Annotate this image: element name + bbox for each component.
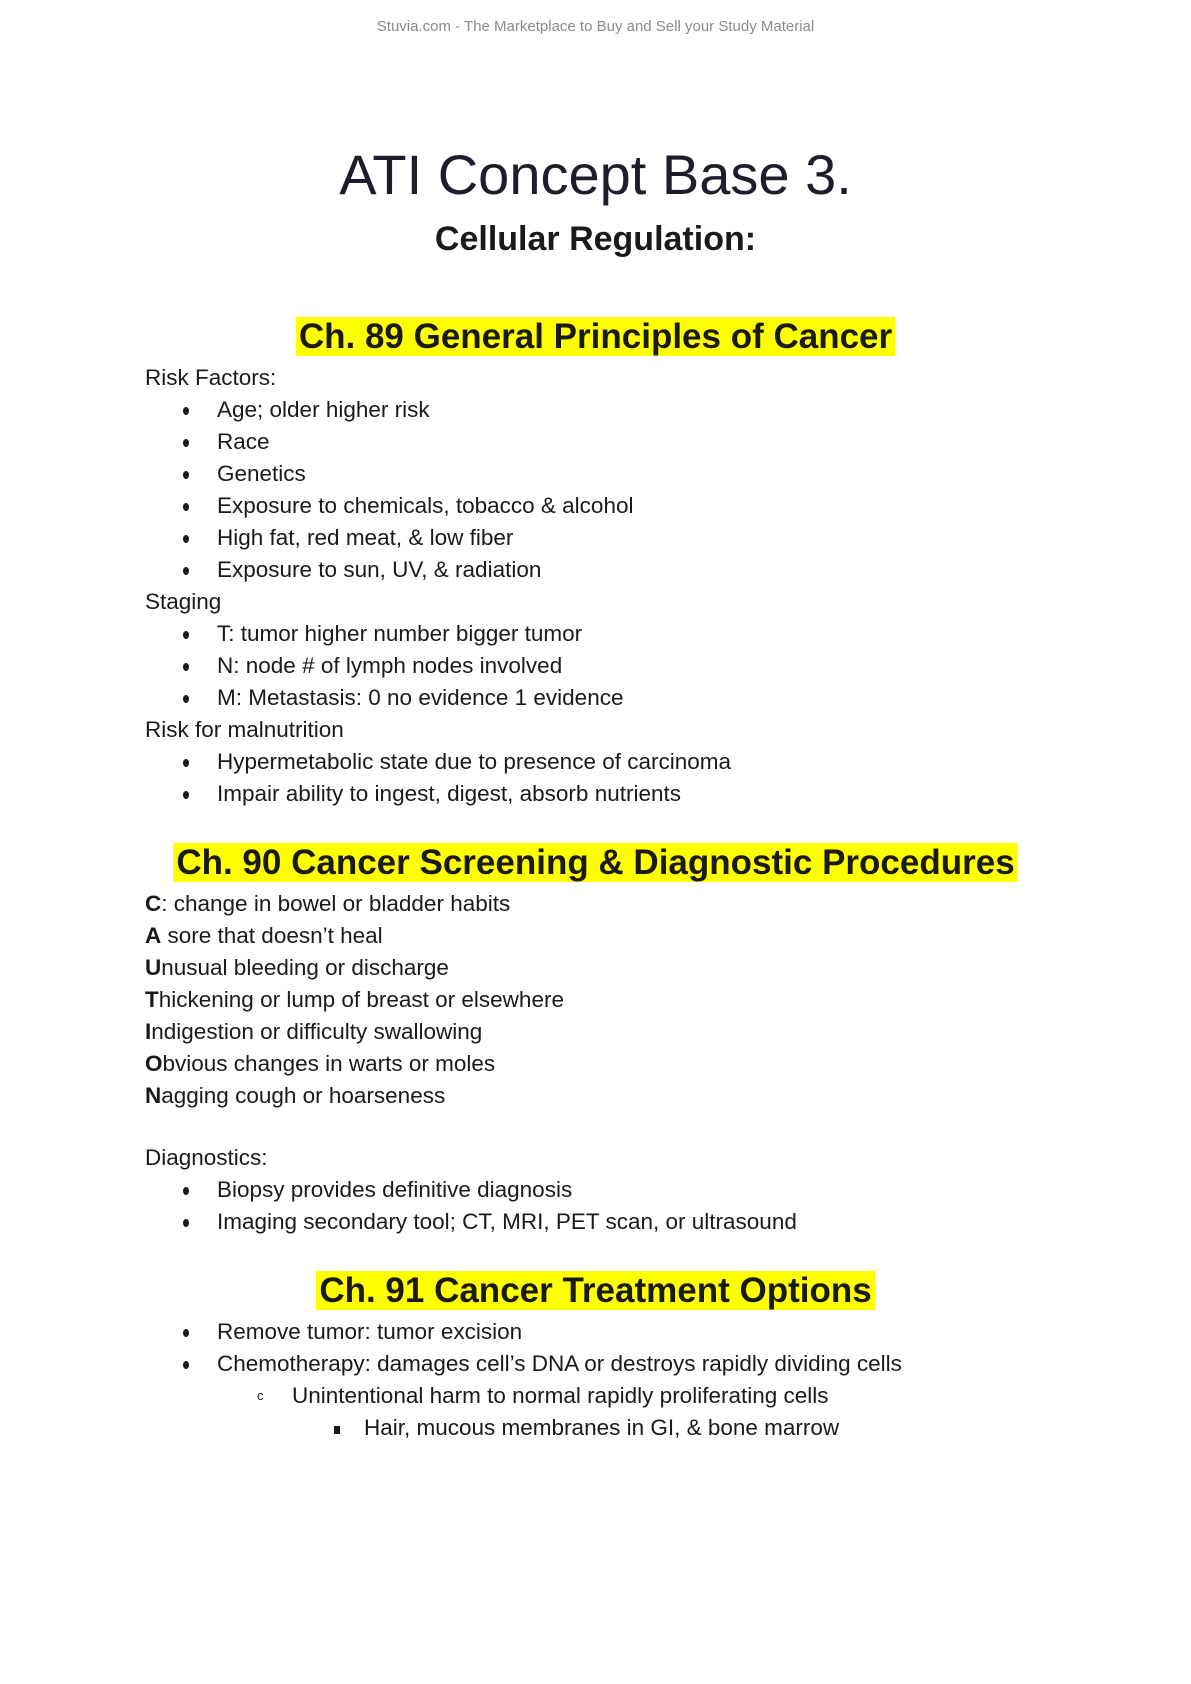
caution-line: Obvious changes in warts or moles xyxy=(145,1051,496,1076)
bullet-icon xyxy=(183,1361,189,1369)
document-subtitle: Cellular Regulation: xyxy=(434,220,757,258)
malnutrition-label: Risk for malnutrition xyxy=(145,717,344,742)
caution-line: Unusual bleeding or discharge xyxy=(145,955,449,980)
list-item: Race xyxy=(145,426,1145,458)
chapter-90-heading xyxy=(0,840,1191,886)
bullet-icon xyxy=(183,439,189,447)
list-item: Genetics xyxy=(145,458,1145,490)
list-item: M: Metastasis: 0 no evidence 1 evidence xyxy=(145,682,1145,714)
bullet-icon xyxy=(183,567,189,575)
list-item: T: tumor higher number bigger tumor xyxy=(145,618,1145,650)
chapter-89-heading-text: Ch. 89 General Principles of Cancer xyxy=(296,317,895,356)
bullet-icon xyxy=(183,791,189,799)
risk-factors-label: Risk Factors: xyxy=(145,365,277,390)
list-item: High fat, red meat, & low fiber xyxy=(145,522,1145,554)
list-item: Impair ability to ingest, digest, absorb nutrients xyxy=(145,778,1145,810)
chapter-91-heading-text: Ch. 91 Cancer Treatment Options xyxy=(316,1271,874,1310)
list-item: Exposure to sun, UV, & radiation xyxy=(145,554,1145,586)
bullet-icon xyxy=(183,407,189,415)
list-item: N: node # of lymph nodes involved xyxy=(145,650,1145,682)
caution-line: Thickening or lump of breast or elsewhere xyxy=(145,987,564,1012)
chapter-89-body xyxy=(145,362,1145,810)
sub-list-item: c Unintentional harm to normal rapidly proliferating cells xyxy=(145,1380,1145,1412)
list-item: Chemotherapy: damages cell’s DNA or destroys rapidly dividing cells xyxy=(145,1348,1145,1380)
caution-line: Nagging cough or hoarseness xyxy=(145,1083,446,1108)
list-item: Imaging secondary tool; CT, MRI, PET scan, or ultrasound xyxy=(145,1206,1145,1238)
caution-line: Indigestion or difficulty swallowing xyxy=(145,1019,483,1044)
list-item: Remove tumor: tumor excision xyxy=(145,1316,1145,1348)
bullet-icon xyxy=(183,759,189,767)
caution-line: C: change in bowel or bladder habits xyxy=(145,891,511,916)
list-item: Hypermetabolic state due to presence of carcinoma xyxy=(145,746,1145,778)
caution-line: A sore that doesn’t heal xyxy=(145,923,383,948)
document-title: ATI Concept Base 3. xyxy=(339,143,852,206)
bullet-icon xyxy=(183,1329,189,1337)
chapter-89-heading xyxy=(0,314,1191,360)
chapter-91-heading xyxy=(0,1268,1191,1314)
bullet-icon xyxy=(183,631,189,639)
chapter-91-body xyxy=(145,1316,1145,1444)
bullet-icon xyxy=(183,471,189,479)
bullet-icon xyxy=(183,503,189,511)
watermark-text: Stuvia.com - The Marketplace to Buy and Sell your Study Material xyxy=(376,18,815,35)
square-bullet-icon xyxy=(334,1426,340,1434)
staging-label: Staging xyxy=(145,589,222,614)
bullet-icon xyxy=(183,1219,189,1227)
diagnostics-label: Diagnostics: xyxy=(145,1145,268,1170)
sub-sub-list-item: Hair, mucous membranes in GI, & bone marrow xyxy=(145,1412,1145,1444)
chapter-90-heading-text: Ch. 90 Cancer Screening & Diagnostic Procedures xyxy=(173,843,1017,882)
list-item: Biopsy provides definitive diagnosis xyxy=(145,1174,1145,1206)
chapter-90-body xyxy=(145,888,1145,1238)
bullet-icon xyxy=(183,663,189,671)
bullet-icon xyxy=(183,535,189,543)
list-item: Exposure to chemicals, tobacco & alcohol xyxy=(145,490,1145,522)
bullet-icon xyxy=(183,1187,189,1195)
circle-bullet-icon: c xyxy=(257,1388,264,1403)
list-item: Age; older higher risk xyxy=(145,394,1145,426)
bullet-icon xyxy=(183,695,189,703)
